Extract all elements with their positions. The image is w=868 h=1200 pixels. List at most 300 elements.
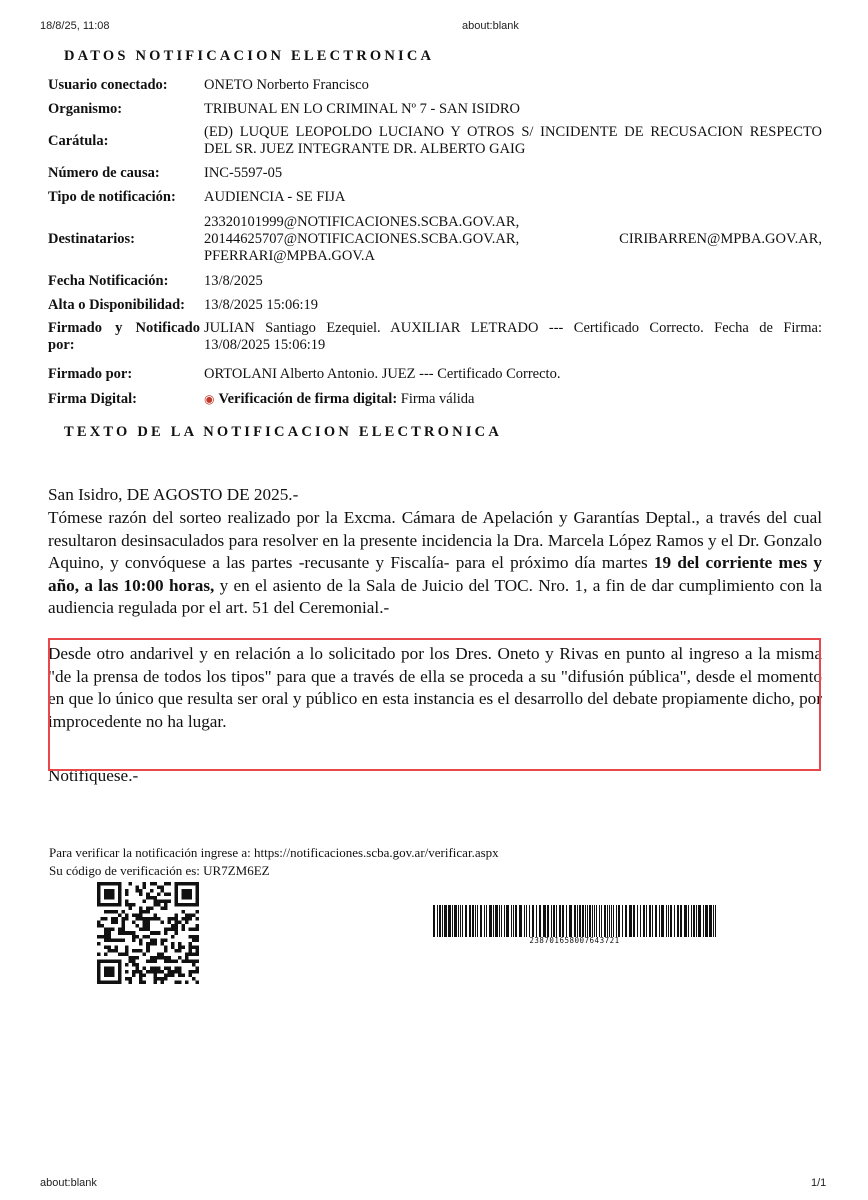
barcode-bar [444,905,447,937]
qr-module [139,977,143,981]
qr-module [181,917,185,921]
qr-module [150,942,154,946]
qr-module [111,938,115,942]
qr-module [181,928,185,932]
qr-module [97,924,101,928]
qr-module [192,903,196,907]
qr-module [171,928,175,932]
barcode-bar [677,905,679,937]
value-alta: 13/8/2025 15:06:19 [204,296,318,313]
qr-module [153,938,157,942]
qr-module [111,970,115,974]
qr-module [171,970,175,974]
qr-module [132,963,136,967]
qr-module [171,924,175,928]
qr-module [178,882,182,886]
qr-module [160,970,164,974]
qr-module [132,903,136,907]
qr-module [174,921,178,925]
qr-module [118,977,122,981]
barcode-bar [458,905,459,937]
barcode-bar [559,905,561,937]
body-paragraph-2: Desde otro andarivel y en relación a lo solicitado por los Dres. Oneto y Rivas en punto al ingreso a la misma "de la prensa de todos los tipos" para que a través de ella se proceda a su "difusión pública", desde el momento en que lo único que resulta ser oral y público en esta instancia es el desarrollo del debate propiamente dicho, por improcedente no ha lugar. [48,644,822,731]
qr-module [118,963,122,967]
barcode-bar [625,905,627,937]
qr-module [181,924,185,928]
barcode-bar [486,905,487,937]
qr-module [178,956,182,960]
barcode-bar [462,905,463,937]
barcode-bar [640,905,641,937]
qr-module [153,896,157,900]
barcode-bar [596,905,597,937]
verification-block [49,844,499,880]
qr-module [108,959,112,963]
qr-module [122,928,126,932]
barcode-bar [666,905,667,937]
qr-module [143,882,147,886]
barcode-bar [442,905,443,937]
qr-module [139,893,143,897]
qr-module [157,970,161,974]
barcode-number: 238701658007643721 [529,936,620,945]
qr-module [174,893,178,897]
qr-module [153,980,157,984]
qr-module [174,970,178,974]
body-date-line: San Isidro, DE AGOSTO DE 2025.- [48,485,299,504]
qr-module [115,945,119,949]
qr-module [160,938,164,942]
qr-module [139,917,143,921]
qr-module [164,900,168,904]
qr-module [146,935,150,939]
qr-module [171,959,175,963]
qr-module [108,896,112,900]
barcode-bar [437,905,438,937]
qr-module [132,956,136,960]
qr-module [188,896,192,900]
value-firma-digital [202,387,824,411]
qr-module [129,931,133,935]
qr-module [115,980,119,984]
qr-module [118,889,122,893]
row-destinatarios [46,209,824,269]
qr-module [181,959,185,963]
qr-module [118,900,122,904]
qr-module [192,938,196,942]
qr-module [108,910,112,914]
barcode-bar [493,905,494,937]
qr-module [188,973,192,977]
qr-module [118,938,122,942]
barcode-bar [633,905,635,937]
qr-module [146,924,150,928]
qr-module [136,963,140,967]
qr-module [167,921,171,925]
qr-module [164,949,168,953]
qr-module [192,952,196,956]
qr-module [160,900,164,904]
qr-module [192,935,196,939]
qr-module [146,959,150,963]
barcode-bar [643,905,645,937]
value-organismo: TRIBUNAL EN LO CRIMINAL Nº 7 - SAN ISIDRO [204,100,520,117]
qr-module [160,956,164,960]
barcode-bar [532,905,534,937]
qr-module [104,970,108,974]
qr-module [115,917,119,921]
barcode-bar [622,905,623,937]
row-caratula [46,121,824,161]
qr-module [185,882,189,886]
qr-module [143,910,147,914]
qr-module [192,970,196,974]
qr-module [178,966,182,970]
qr-module [185,903,189,907]
qr-module [125,900,129,904]
qr-module [115,882,119,886]
qr-module [132,914,136,918]
qr-module [174,882,178,886]
qr-module [118,952,122,956]
qr-module [125,914,129,918]
qr-module [101,882,105,886]
qr-module [195,952,199,956]
barcode-bar [551,905,552,937]
qr-module [111,910,115,914]
qr-module [97,889,101,893]
qr-module [174,966,178,970]
barcode-bar [539,905,541,937]
qr-module [185,893,189,897]
qr-module [139,970,143,974]
barcode-bar [556,905,557,937]
barcode-bar [569,905,572,937]
qr-module [108,931,112,935]
qr-module [150,917,154,921]
qr-module [153,970,157,974]
qr-module [185,952,189,956]
footer-page-number: 1/1 [811,1177,827,1189]
qr-module [178,921,182,925]
barcode-bar [582,905,584,937]
qr-module [178,942,182,946]
qr-module [150,907,154,911]
qr-module [129,977,133,981]
qr-module [125,977,129,981]
barcode-bar [515,905,517,937]
qr-module [153,903,157,907]
qr-module [143,900,147,904]
qr-module [111,917,115,921]
qr-module [195,938,199,942]
qr-module [132,931,136,935]
qr-module [104,935,108,939]
qr-module [125,893,129,897]
qr-module [153,882,157,886]
row-organismo [46,97,824,121]
qr-module [164,973,168,977]
qr-module [108,893,112,897]
qr-module [195,980,199,984]
qr-module [146,928,150,932]
qr-module [97,980,101,984]
qr-module [157,900,161,904]
qr-module [143,917,147,921]
qr-module [104,959,108,963]
firma-digital-check-label: Verificación de firma digital: [218,390,398,407]
qr-module [143,928,147,932]
qr-module [139,949,143,953]
qr-module [104,917,108,921]
qr-module [188,917,192,921]
label-fecha: Fecha Notificación: [48,272,169,289]
label-firmado: Firmado por: [48,366,133,382]
qr-module [101,903,105,907]
qr-module [153,973,157,977]
qr-module [181,973,185,977]
qr-module [185,896,189,900]
label-firmado-notificado: Firmado y Notificado por: [48,320,200,353]
qr-module [174,896,178,900]
qr-module [188,949,192,953]
qr-module [160,921,164,925]
barcode-bar [587,905,588,937]
barcode-bar [536,905,537,937]
qr-module [164,959,168,963]
qr-module [146,949,150,953]
qr-module [195,949,199,953]
qr-module [153,959,157,963]
qr-module [195,896,199,900]
qr-module [118,882,122,886]
barcode-bar [599,905,600,937]
qr-module [160,889,164,893]
barcode-bar [659,905,660,937]
qr-module [188,893,192,897]
qr-module [115,903,119,907]
qr-module [143,886,147,890]
qr-module [195,959,199,963]
qr-module [115,949,119,953]
qr-module [122,921,126,925]
qr-module [97,977,101,981]
qr-module [171,973,175,977]
qr-module [146,910,150,914]
qr-module [136,889,140,893]
barcode-bar [705,905,708,937]
barcode-bar [684,905,687,937]
barcode-bar [433,905,435,937]
qr-module [174,889,178,893]
qr-module [188,945,192,949]
qr-module [185,956,189,960]
qr-module [118,903,122,907]
qr-module [136,917,140,921]
qr-module [188,928,192,932]
qr-module [129,882,133,886]
qr-module [139,942,143,946]
qr-module [146,921,150,925]
qr-module [132,921,136,925]
qr-module [111,973,115,977]
qr-module [188,970,192,974]
barcode-bar [698,905,701,937]
value-destinatarios [202,209,824,269]
qr-module [111,893,115,897]
qr-module [167,966,171,970]
qr-module [153,914,157,918]
qr-module [111,921,115,925]
qr-module [104,966,108,970]
barcode-bar [703,905,704,937]
qr-module [132,949,136,953]
qr-module [157,917,161,921]
qr-module [157,931,161,935]
value-caratula: (ED) LUQUE LEOPOLDO LUCIANO Y OTROS S/ INCIDENTE DE RECUSACION RESPECTO DEL SR. JUEZ INTEGRANTE DR. ALBERTO GAIG [204,124,822,157]
qr-module [146,945,150,949]
barcode-bar [646,905,647,937]
barcode-bar [448,905,451,937]
row-tipo [46,185,824,209]
qr-module [125,889,129,893]
qr-module [178,970,182,974]
row-firmado [46,362,824,387]
qr-module [192,882,196,886]
qr-module [188,959,192,963]
barcode-bar [574,905,576,937]
barcode-bar [566,905,567,937]
barcode-bar [649,905,651,937]
barcode-bar [454,905,457,937]
qr-module [157,903,161,907]
qr-module [153,931,157,935]
qr-module [136,966,140,970]
qr-module [150,931,154,935]
barcode-bar [709,905,712,937]
qr-module [139,938,143,942]
qr-module [185,980,189,984]
qr-module [136,935,140,939]
value-firmado-notificado: JULIAN Santiago Ezequiel. AUXILIAR LETRADO --- Certificado Correcto. Fecha de Firma: 13/08/2025 15:06:19 [204,320,822,353]
barcode-bar [589,905,591,937]
qr-module [195,928,199,932]
barcode-bar [465,905,467,937]
qr-module [192,963,196,967]
qr-module [104,931,108,935]
qr-module [136,970,140,974]
qr-module [118,914,122,918]
barcode-bar [607,905,608,937]
qr-module [178,945,182,949]
barcode-bar [511,905,512,937]
barcode-bar [688,905,689,937]
qr-module [195,924,199,928]
qr-module [143,980,147,984]
qr-module [111,882,115,886]
footer-url: about:blank [40,1177,97,1189]
qr-module [108,882,112,886]
barcode-bar [691,905,692,937]
qr-module [136,924,140,928]
barcode-bar [629,905,632,937]
qr-module [97,886,101,890]
qr-module [111,980,115,984]
qr-module [97,942,101,946]
qr-module [122,924,126,928]
qr-module [174,914,178,918]
qr-module [118,896,122,900]
qr-module [195,910,199,914]
qr-module [129,956,133,960]
seal-ribbon-icon: ◉ [204,391,215,406]
qr-code [97,882,199,984]
qr-module [167,959,171,963]
qr-module [122,938,126,942]
qr-module [192,977,196,981]
label-firma-digital: Firma Digital: [48,390,137,407]
qr-module [150,889,154,893]
qr-module [188,935,192,939]
qr-module [146,893,150,897]
qr-module [160,886,164,890]
label-caratula: Carátula: [48,132,109,149]
qr-module [174,917,178,921]
label-tipo: Tipo de notificación: [48,188,176,205]
verification-url-line: Para verificar la notificación ingrese a: https://notificaciones.scba.gov.ar/verificar.aspx [49,845,499,860]
barcode-bar [495,905,498,937]
qr-module [97,893,101,897]
destinatario-1: 23320101999@NOTIFICACIONES.SCBA.GOV.AR, [204,213,520,230]
qr-module [104,893,108,897]
row-alta [46,293,824,317]
qr-module [122,917,126,921]
body-closing: Notifíquese.- [48,766,139,785]
qr-module [111,903,115,907]
destinatario-2: 20144625707@NOTIFICACIONES.SCBA.GOV.AR, [204,230,520,247]
barcode-bar [637,905,638,937]
qr-module [104,973,108,977]
qr-module [174,949,178,953]
qr-module [125,917,129,921]
qr-module [174,959,178,963]
barcode-bar [506,905,509,937]
qr-module [167,893,171,897]
qr-module [164,931,168,935]
qr-module [136,914,140,918]
qr-module [101,959,105,963]
qr-module [108,938,112,942]
qr-module [188,903,192,907]
qr-module [160,907,164,911]
qr-module [139,973,143,977]
qr-module [108,935,112,939]
barcode-bar [652,905,653,937]
verification-code-line: Su código de verificación es: UR7ZM6EZ [49,863,270,878]
barcode-bar [484,905,485,937]
qr-module [115,938,119,942]
qr-module [115,921,119,925]
qr-module [195,935,199,939]
qr-module [192,914,196,918]
qr-module [132,970,136,974]
qr-module [195,970,199,974]
qr-module [122,910,126,914]
qr-module [129,980,133,984]
qr-module [132,959,136,963]
barcode-bar [477,905,478,937]
qr-module [143,924,147,928]
